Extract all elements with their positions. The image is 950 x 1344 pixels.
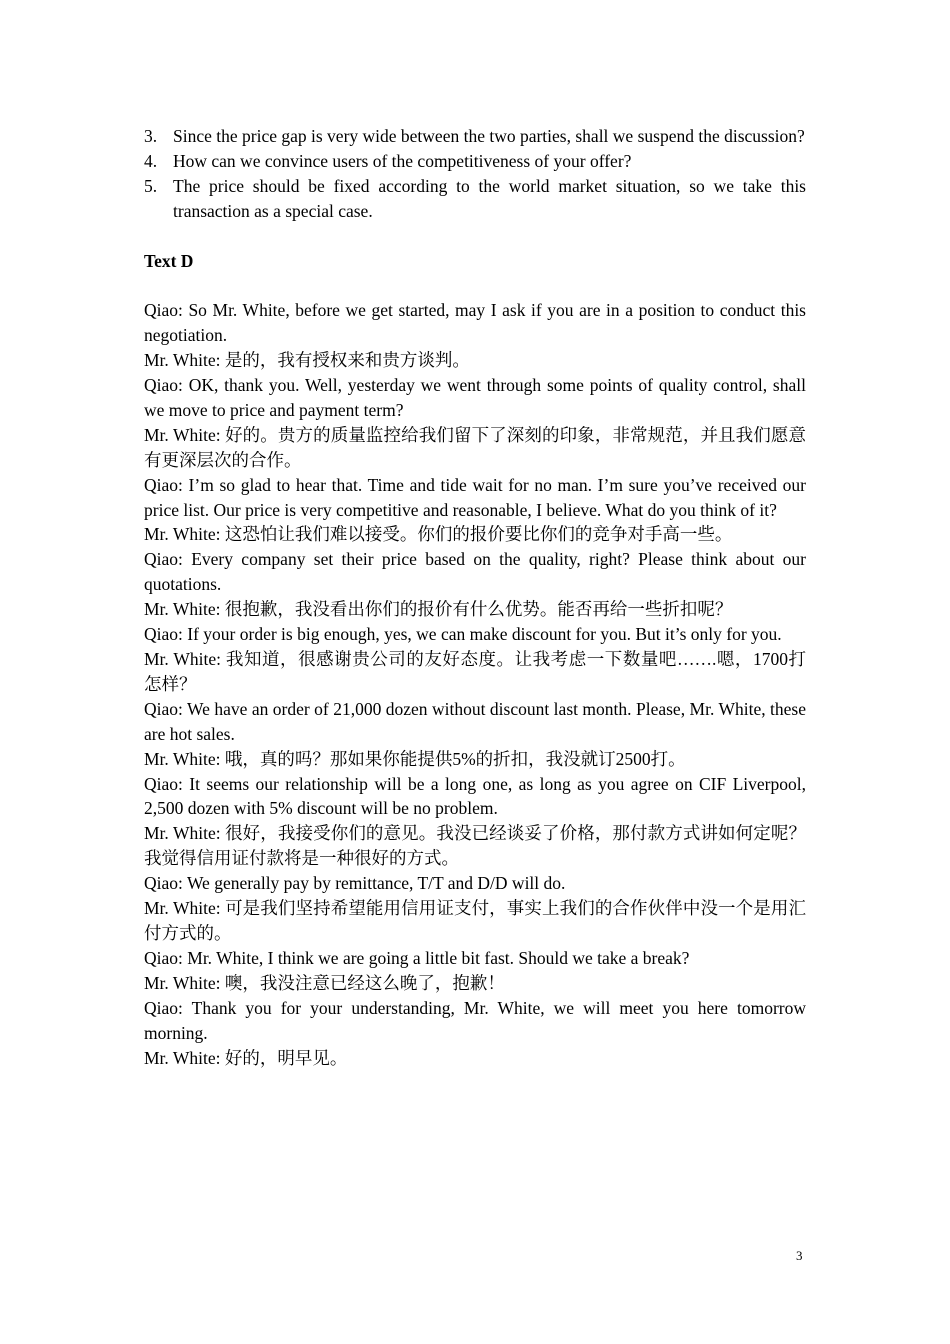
dialogue-line: Qiao: OK, thank you. Well, yesterday we went through some points of quality control, shall we move to price and payment term?: [144, 375, 806, 420]
dialogue-line: Qiao: We have an order of 21,000 dozen without discount last month. Please, Mr. White, these are hot sales.: [144, 698, 806, 744]
section-heading: Text D: [144, 250, 194, 271]
dialogue-line: Qiao: So Mr. White, before we get started, may I ask if you are in a position to conduct this negotiation.: [144, 300, 806, 346]
list-item: [144, 149, 806, 174]
dialogue-line: Mr. White: 好的。贵方的质量监控给我们留下了深刻的印象，非常规范，并且我们愿意有更深层次的合作。: [144, 424, 806, 470]
dialogue-line: Qiao: Every company set their price based on the quality, right? Please think about our quotations.: [144, 549, 806, 595]
dialogue-line: Qiao: It seems our relationship will be a long one, as long as you agree on CIF Liverpool, 2,500 dozen with 5% discount will be no problem.: [144, 773, 806, 819]
list-item-text: How can we convince users of the competitiveness of your offer?: [173, 150, 632, 171]
dialogue-line: Mr. White: 我知道，很感谢贵公司的友好态度。让我考虑一下数量吧…….嗯，1700打怎样？: [144, 649, 806, 694]
dialogue-line: Mr. White: 可是我们坚持希望能用信用证支付，事实上我们的合作伙伴中没一个是用汇付方式的。: [144, 898, 806, 943]
question-list: [144, 124, 806, 224]
dialogue-line: Qiao: Mr. White, I think we are going a little bit fast. Should we take a break?: [144, 947, 690, 968]
dialogue: [144, 298, 806, 1070]
dialogue-line: Mr. White: 这恐怕让我们难以接受。你们的报价要比你们的竞争对手高一些。: [144, 524, 733, 545]
dialogue-line: Qiao: If your order is big enough, yes, we can make discount for you. But it’s only for you.: [144, 624, 782, 645]
dialogue-line: Mr. White: 是的，我有授权来和贵方谈判。: [144, 350, 470, 371]
list-item-number: 4.: [144, 150, 158, 171]
dialogue-line: Mr. White: 好的，明早见。: [144, 1047, 348, 1068]
dialogue-line: Qiao: Thank you for your understanding, Mr. White, we will meet you here tomorrow morning.: [144, 997, 806, 1043]
document-page: [144, 124, 806, 1070]
list-item: [144, 174, 806, 224]
dialogue-line: Qiao: We generally pay by remittance, T/T and D/D will do.: [144, 873, 566, 894]
list-item-number: 3.: [144, 126, 158, 146]
list-item-text: The price should be fixed according to the world market situation, so we take this transaction as a special case.: [173, 175, 806, 221]
dialogue-line: Mr. White: 哦，真的吗？那如果你能提供5%的折扣，我没就订2500打。: [144, 748, 686, 769]
page-number: 3: [796, 1248, 803, 1263]
dialogue-line: Mr. White: 很抱歉，我没看出你们的报价有什么优势。能否再给一些折扣呢？: [144, 599, 733, 620]
dialogue-line: Mr. White: 很好，我接受你们的意见。我没已经谈妥了价格，那付款方式讲如何定呢？我觉得信用证付款将是一种很好的方式。: [144, 823, 806, 869]
list-item-number: 5.: [144, 175, 158, 196]
dialogue-line: Mr. White: 噢，我没注意已经这么晚了，抱歉！: [144, 972, 505, 993]
list-item-text: Since the price gap is very wide between the two parties, shall we suspend the discussion?: [173, 126, 805, 146]
list-item: [144, 124, 806, 149]
dialogue-line: Qiao: I’m so glad to hear that. Time and tide wait for no man. I’m sure you’ve received our price list. Our price is very competitive and reasonable, I believe. What do you think of it?: [144, 474, 806, 520]
